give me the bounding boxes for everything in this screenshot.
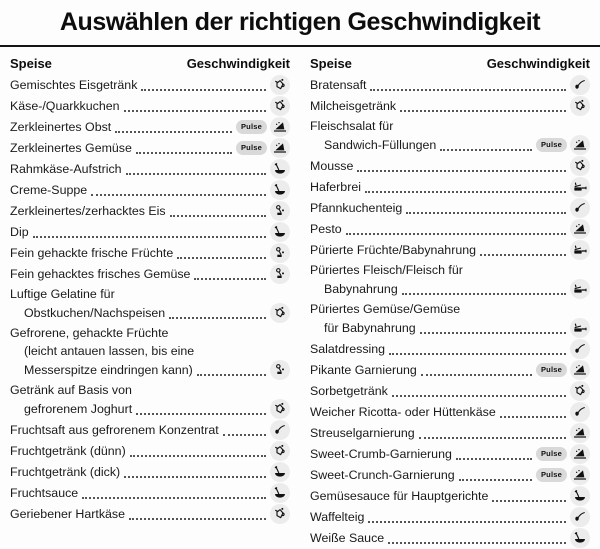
speed-badge <box>570 240 590 260</box>
table-row <box>10 504 290 524</box>
dotted-leader <box>33 236 266 238</box>
food-label: Haferbrei <box>310 180 361 194</box>
table-row <box>10 381 290 419</box>
spoon-bowl-icon <box>572 530 588 546</box>
table-row-line <box>310 219 590 239</box>
table-row <box>10 420 290 440</box>
speed-badge <box>570 198 590 218</box>
table-row-line <box>310 75 590 95</box>
speed-badge <box>270 138 290 158</box>
food-label: Bratensaft <box>310 78 367 92</box>
speed-badge <box>570 96 590 116</box>
table-row <box>10 138 290 158</box>
column-left-rows <box>10 75 290 524</box>
speed-badge <box>270 420 290 440</box>
table-row-line <box>310 300 590 318</box>
dotted-leader <box>130 455 266 457</box>
dotted-leader <box>169 317 266 319</box>
food-label: Streuselgarnierung <box>310 426 415 440</box>
table-row <box>310 198 590 218</box>
dotted-leader <box>492 500 566 502</box>
food-label: Käse-/Quarkkuchen <box>10 99 120 113</box>
column-left-header <box>10 49 290 75</box>
dotted-leader <box>456 458 532 460</box>
table-row-line <box>310 423 590 443</box>
dotted-leader <box>389 353 566 355</box>
table-row-line <box>310 507 590 527</box>
saucepan-icon <box>572 179 588 195</box>
food-label: Obstkuchen/Nachspeisen <box>24 306 166 320</box>
dotted-leader <box>170 215 266 217</box>
table-row-line <box>310 279 590 299</box>
food-label: Zerkleinertes/zerhacktes Eis <box>10 204 166 218</box>
table-row-line <box>310 465 590 485</box>
table-row-line <box>10 264 290 284</box>
food-label: Pfannkuchenteig <box>310 201 403 215</box>
dotted-leader <box>368 521 566 523</box>
dotted-leader <box>500 416 566 418</box>
food-label: Pürierte Früchte/Babynahrung <box>310 243 476 257</box>
chopper-icon <box>272 266 288 282</box>
speed-badge <box>270 159 290 179</box>
speed-badge <box>570 279 590 299</box>
dotted-leader <box>480 254 566 256</box>
table-row <box>310 507 590 527</box>
spoon-bowl-icon <box>272 464 288 480</box>
ladle-icon <box>572 341 588 357</box>
table-row <box>10 117 290 137</box>
table-row <box>310 177 590 197</box>
table-row <box>310 381 590 401</box>
speed-badge <box>270 222 290 242</box>
dotted-leader <box>177 257 266 259</box>
table-row-line <box>10 420 290 440</box>
food-label: Gefrorene, gehackte Früchte <box>10 326 169 340</box>
food-label: gefrorenem Joghurt <box>24 402 133 416</box>
speed-badge <box>570 528 590 548</box>
dotted-leader <box>421 374 532 376</box>
speed-table <box>10 49 590 549</box>
speed-badge <box>270 303 290 323</box>
column-right-rows <box>310 75 590 548</box>
speed-badge <box>270 441 290 461</box>
table-row <box>310 339 590 359</box>
table-row-line <box>10 360 290 380</box>
dotted-leader <box>406 212 566 214</box>
table-row <box>10 96 290 116</box>
table-row-line <box>10 117 290 137</box>
food-label: Fruchtgetränk (dick) <box>10 465 121 479</box>
table-row <box>10 264 290 284</box>
food-label: Sweet-Crunch-Garnierung <box>310 468 455 482</box>
table-row <box>10 159 290 179</box>
food-label: Zerkleinertes Gemüse <box>10 141 132 155</box>
food-label: Fein gehacktes frisches Gemüse <box>10 267 191 281</box>
food-label: Salatdressing <box>310 342 386 356</box>
table-row-line <box>10 441 290 461</box>
table-row <box>310 402 590 422</box>
table-row <box>10 222 290 242</box>
food-label: Sorbetgetränk <box>310 384 388 398</box>
column-right-header <box>310 49 590 75</box>
dotted-leader <box>402 293 566 295</box>
food-label: Fein gehackte frische Früchte <box>10 246 174 260</box>
blade-icon <box>572 425 588 441</box>
speed-badge <box>270 180 290 200</box>
column-left <box>10 49 290 549</box>
food-label: Fruchtsauce <box>10 486 79 500</box>
table-row <box>310 444 590 464</box>
food-label: Luftige Gelatine für <box>10 287 115 301</box>
table-row <box>10 75 290 95</box>
food-label: Pikante Garnierung <box>310 363 417 377</box>
food-label: Babynahrung <box>324 282 398 296</box>
speed-badge <box>570 360 590 380</box>
table-row <box>310 486 590 506</box>
pulse-badge: Pulse <box>536 468 567 483</box>
speed-badge <box>270 264 290 284</box>
table-row-line <box>310 486 590 506</box>
food-label: Waffelteig <box>310 510 365 524</box>
food-label: Weiße Sauce <box>310 531 385 545</box>
dotted-leader <box>346 233 566 235</box>
table-row <box>10 462 290 482</box>
saucepan-icon <box>572 281 588 297</box>
table-row-line <box>10 75 290 95</box>
pulse-badge: Pulse <box>536 138 567 153</box>
ladle-icon <box>272 422 288 438</box>
ladle-icon <box>572 509 588 525</box>
table-row-line <box>310 444 590 464</box>
dotted-leader <box>420 332 566 334</box>
dotted-leader <box>141 89 266 91</box>
dotted-leader <box>197 374 266 376</box>
table-row-line <box>310 177 590 197</box>
pulse-badge: Pulse <box>236 120 267 135</box>
table-row-line <box>10 138 290 158</box>
dotted-leader <box>124 110 266 112</box>
food-label: Messerspitze eindringen kann) <box>24 363 193 377</box>
speed-badge <box>570 486 590 506</box>
dotted-leader <box>129 518 266 520</box>
table-row <box>310 156 590 176</box>
table-row-line <box>310 198 590 218</box>
food-label: Fleischsalat für <box>310 119 394 133</box>
table-row-line <box>10 399 290 419</box>
table-row <box>10 285 290 323</box>
dotted-leader <box>126 173 266 175</box>
blade-icon <box>272 119 288 135</box>
pitcher-icon <box>272 305 288 321</box>
table-row-line <box>10 96 290 116</box>
table-row <box>310 423 590 443</box>
ladle-icon <box>572 404 588 420</box>
table-row-line <box>310 528 590 548</box>
blade-icon <box>272 140 288 156</box>
speed-badge <box>570 444 590 464</box>
pulse-badge: Pulse <box>536 363 567 378</box>
dotted-leader <box>124 476 266 478</box>
pitcher-icon <box>272 77 288 93</box>
pitcher-icon <box>272 443 288 459</box>
dotted-leader <box>459 479 532 481</box>
dotted-leader <box>82 497 266 499</box>
speed-column-header: Geschwindigkeit <box>186 56 290 71</box>
table-row <box>310 96 590 116</box>
table-row-line <box>310 135 590 155</box>
food-label: Rahmkäse-Aufstrich <box>10 162 122 176</box>
ladle-icon <box>572 200 588 216</box>
spoon-bowl-icon <box>572 488 588 504</box>
table-row <box>310 117 590 155</box>
chopper-icon <box>272 245 288 261</box>
spoon-bowl-icon <box>272 182 288 198</box>
blade-icon <box>572 446 588 462</box>
table-row-line <box>10 201 290 221</box>
table-row-line <box>10 483 290 503</box>
food-label: Weicher Ricotta- oder Hüttenkäse <box>310 405 496 419</box>
blade-icon <box>572 362 588 378</box>
table-row <box>310 261 590 299</box>
table-row-line <box>10 381 290 399</box>
food-label: Fruchtgetränk (dünn) <box>10 444 126 458</box>
dotted-leader <box>370 89 566 91</box>
food-label: Zerkleinertes Obst <box>10 120 112 134</box>
pulse-badge: Pulse <box>236 141 267 156</box>
food-label: Creme-Suppe <box>10 183 88 197</box>
table-row-line <box>310 261 590 279</box>
food-label: Gemüsesauce für Hauptgerichte <box>310 489 489 503</box>
table-row-line <box>10 504 290 524</box>
dotted-leader <box>223 434 266 436</box>
saucepan-icon <box>572 242 588 258</box>
ladle-icon <box>572 77 588 93</box>
table-row-line <box>10 303 290 323</box>
speed-badge <box>570 318 590 338</box>
chopper-icon <box>272 362 288 378</box>
table-row-line <box>310 318 590 338</box>
dotted-leader <box>136 413 266 415</box>
table-row-line <box>10 324 290 342</box>
table-row-line <box>310 381 590 401</box>
table-row-line <box>310 117 590 135</box>
food-label: Sandwich-Füllungen <box>324 138 437 152</box>
pitcher-icon <box>272 401 288 417</box>
chopper-icon <box>272 203 288 219</box>
table-row <box>310 240 590 260</box>
pitcher-icon <box>572 98 588 114</box>
table-row <box>310 75 590 95</box>
table-row <box>310 219 590 239</box>
table-row <box>10 243 290 263</box>
table-row-line <box>310 360 590 380</box>
table-row <box>10 201 290 221</box>
saucepan-icon <box>572 320 588 336</box>
table-row <box>10 324 290 380</box>
table-row-line <box>310 156 590 176</box>
food-label: Pesto <box>310 222 342 236</box>
table-row-line <box>10 243 290 263</box>
food-label: Getränk auf Basis von <box>10 383 132 397</box>
table-row <box>10 483 290 503</box>
pitcher-icon <box>572 158 588 174</box>
blade-icon <box>572 221 588 237</box>
pitcher-icon <box>272 506 288 522</box>
blade-icon <box>572 467 588 483</box>
table-row-line <box>310 339 590 359</box>
speed-badge <box>570 381 590 401</box>
table-row-line <box>10 159 290 179</box>
dotted-leader <box>136 152 232 154</box>
speed-badge <box>270 462 290 482</box>
table-row <box>10 180 290 200</box>
speed-badge <box>270 117 290 137</box>
table-row-line <box>10 222 290 242</box>
table-row <box>310 300 590 338</box>
speed-badge <box>270 75 290 95</box>
speed-badge <box>570 402 590 422</box>
speed-badge <box>270 96 290 116</box>
dotted-leader <box>440 149 532 151</box>
pitcher-icon <box>272 98 288 114</box>
speed-badge <box>570 75 590 95</box>
food-label: Dip <box>10 225 29 239</box>
speed-badge <box>570 177 590 197</box>
speed-badge <box>270 399 290 419</box>
food-label: (leicht antauen lassen, bis eine <box>24 344 195 358</box>
table-row-line <box>10 342 290 360</box>
food-label: Milcheisgetränk <box>310 99 397 113</box>
spoon-bowl-icon <box>272 224 288 240</box>
speed-badge <box>570 507 590 527</box>
food-label: Geriebener Hartkäse <box>10 507 126 521</box>
table-row-line <box>310 240 590 260</box>
food-label: Fruchtsaft aus gefrorenem Konzentrat <box>10 423 219 437</box>
pitcher-icon <box>572 383 588 399</box>
table-row-line <box>10 180 290 200</box>
speed-badge <box>270 360 290 380</box>
table-row <box>10 441 290 461</box>
speed-badge <box>570 135 590 155</box>
food-column-header: Speise <box>10 56 52 71</box>
table-row-line <box>10 462 290 482</box>
dotted-leader <box>115 131 232 133</box>
food-label: Püriertes Fleisch/Fleisch für <box>310 263 463 277</box>
speed-badge <box>270 483 290 503</box>
dotted-leader <box>357 170 566 172</box>
dotted-leader <box>365 191 566 193</box>
table-row-line <box>310 402 590 422</box>
speed-badge <box>570 219 590 239</box>
table-row <box>310 465 590 485</box>
pulse-badge: Pulse <box>536 447 567 462</box>
table-row <box>310 528 590 548</box>
food-label: Püriertes Gemüse/Gemüse <box>310 302 461 316</box>
page-title: Auswählen der richtigen Geschwindigkeit <box>59 8 541 36</box>
table-row-line <box>310 96 590 116</box>
spoon-bowl-icon <box>272 485 288 501</box>
dotted-leader <box>392 395 566 397</box>
food-label: Mousse <box>310 159 354 173</box>
column-right <box>310 49 590 549</box>
dotted-leader <box>388 542 566 544</box>
speed-badge <box>570 465 590 485</box>
dotted-leader <box>194 278 266 280</box>
table-row <box>310 360 590 380</box>
spoon-bowl-icon <box>272 161 288 177</box>
speed-column-header: Geschwindigkeit <box>486 56 590 71</box>
food-column-header: Speise <box>310 56 352 71</box>
table-row-line <box>10 285 290 303</box>
speed-badge <box>270 201 290 221</box>
food-label: Gemischtes Eisgetränk <box>10 78 138 92</box>
speed-badge <box>270 243 290 263</box>
speed-badge <box>570 423 590 443</box>
speed-badge <box>570 156 590 176</box>
title-divider <box>0 45 600 47</box>
speed-badge <box>270 504 290 524</box>
dotted-leader <box>419 437 566 439</box>
dotted-leader <box>400 110 566 112</box>
food-label: Sweet-Crumb-Garnierung <box>310 447 452 461</box>
food-label: für Babynahrung <box>324 321 416 335</box>
dotted-leader <box>91 194 266 196</box>
blade-icon <box>572 137 588 153</box>
speed-badge <box>570 339 590 359</box>
